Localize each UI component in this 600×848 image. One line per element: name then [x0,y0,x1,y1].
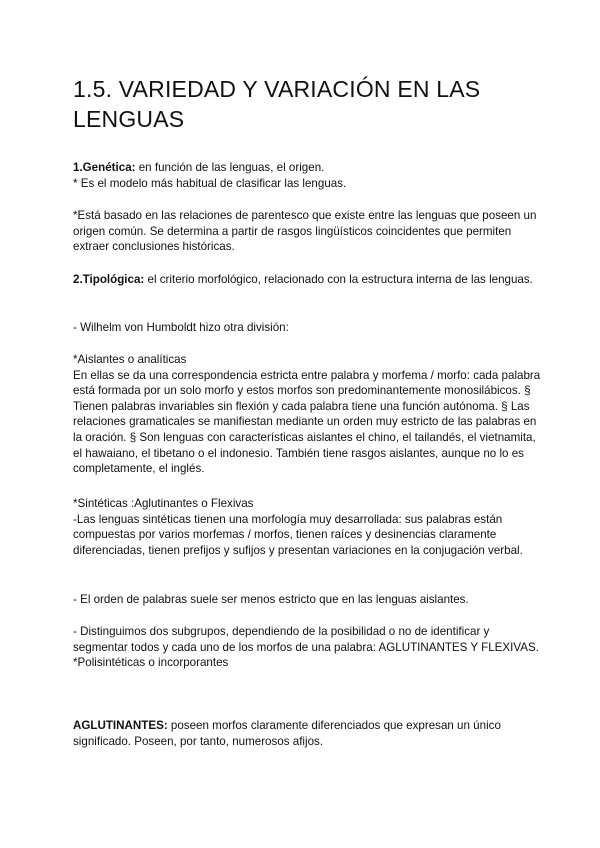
aglutinantes-line [73,718,543,749]
orden-text: - El orden de palabras suele ser menos estricto que en las lenguas aislantes. [73,593,469,606]
aglutinantes-label: AGLUTINANTES: [73,719,168,732]
genetica-text: en función de las lenguas, el origen. [135,161,325,174]
genetica-line2: * Es el modelo más habitual de clasificar las lenguas. [73,176,347,190]
aislantes-heading: *Aislantes o analíticas [73,353,187,366]
tipologica-text: el criterio morfológico, relacionado con la estructura interna de las lenguas. [144,273,533,286]
sinteticas-heading: *Sintéticas :Aglutinantes o Flexivas [73,497,254,510]
aglutinantes-section [73,718,543,749]
aislantes-text: En ellas se da una correspondencia estricta entre palabra y morfema / morfo: cada palabra está formada por un solo morfo y estos morfos son predominantemente monosilábicos. § Tienen palabras invariables sin flexión y cada palabra tiene una función autónoma. § Las relaciones gramaticales se manifiestan mediante un orden muy estricto de las palabras en la oración. § Son lenguas con características aislantes el chino, el tailandés, el vietnamita, el hawaiano, el tibetano o el indonesio. También tiene rasgos aislantes, aunque no lo es completamente, el inglés. [73,368,541,476]
humboldt-paragraph [73,320,543,336]
genetica-detail-text: *Está basado en las relaciones de parentesco que existe entre las lenguas que poseen un origen común. Se determina a partir de rasgos lingüísticos coincidentes que permiten extraer conclusiones históricas. [73,209,537,254]
sinteticas-text: -Las lenguas sintéticas tienen una morfología muy desarrollada: sus palabras están compuestas por varios morfemas / morfos, tienen raíces y desinencias claramente diferenciadas, tienen prefijos y sufijos y presentan variaciones en la conjugación verbal. [73,512,523,557]
tipologica-section [73,272,543,288]
humboldt-text: - Wilhelm von Humboldt hizo otra división: [73,321,289,334]
aislantes-section [73,352,543,477]
subgrupos-text: - Distinguimos dos subgrupos, dependiendo de la posibilidad o no de identificar y segmentar todos y cada uno de los morfos de una palabra: AGLUTINANTES Y FLEXIVAS. [73,625,539,654]
aglutinantes-text: poseen morfos claramente diferenciados que expresan un único significado. Poseen, por tanto, numerosos afijos. [73,719,501,748]
page-title: 1.5. VARIEDAD Y VARIACIÓN EN LAS LENGUAS [73,76,481,132]
tipologica-label: 2.Tipológica: [73,273,145,286]
genetica-label: 1.Genética: [73,161,136,174]
genetica-line [73,160,543,176]
genetica-section [73,160,543,191]
tipologica-line [73,272,543,288]
orden-paragraph [73,592,543,608]
genetica-detail-paragraph [73,208,543,255]
subgrupos-section [73,624,543,671]
sinteticas-section [73,496,543,558]
polisinteticas-text: *Polisintéticas o incorporantes [73,656,229,670]
